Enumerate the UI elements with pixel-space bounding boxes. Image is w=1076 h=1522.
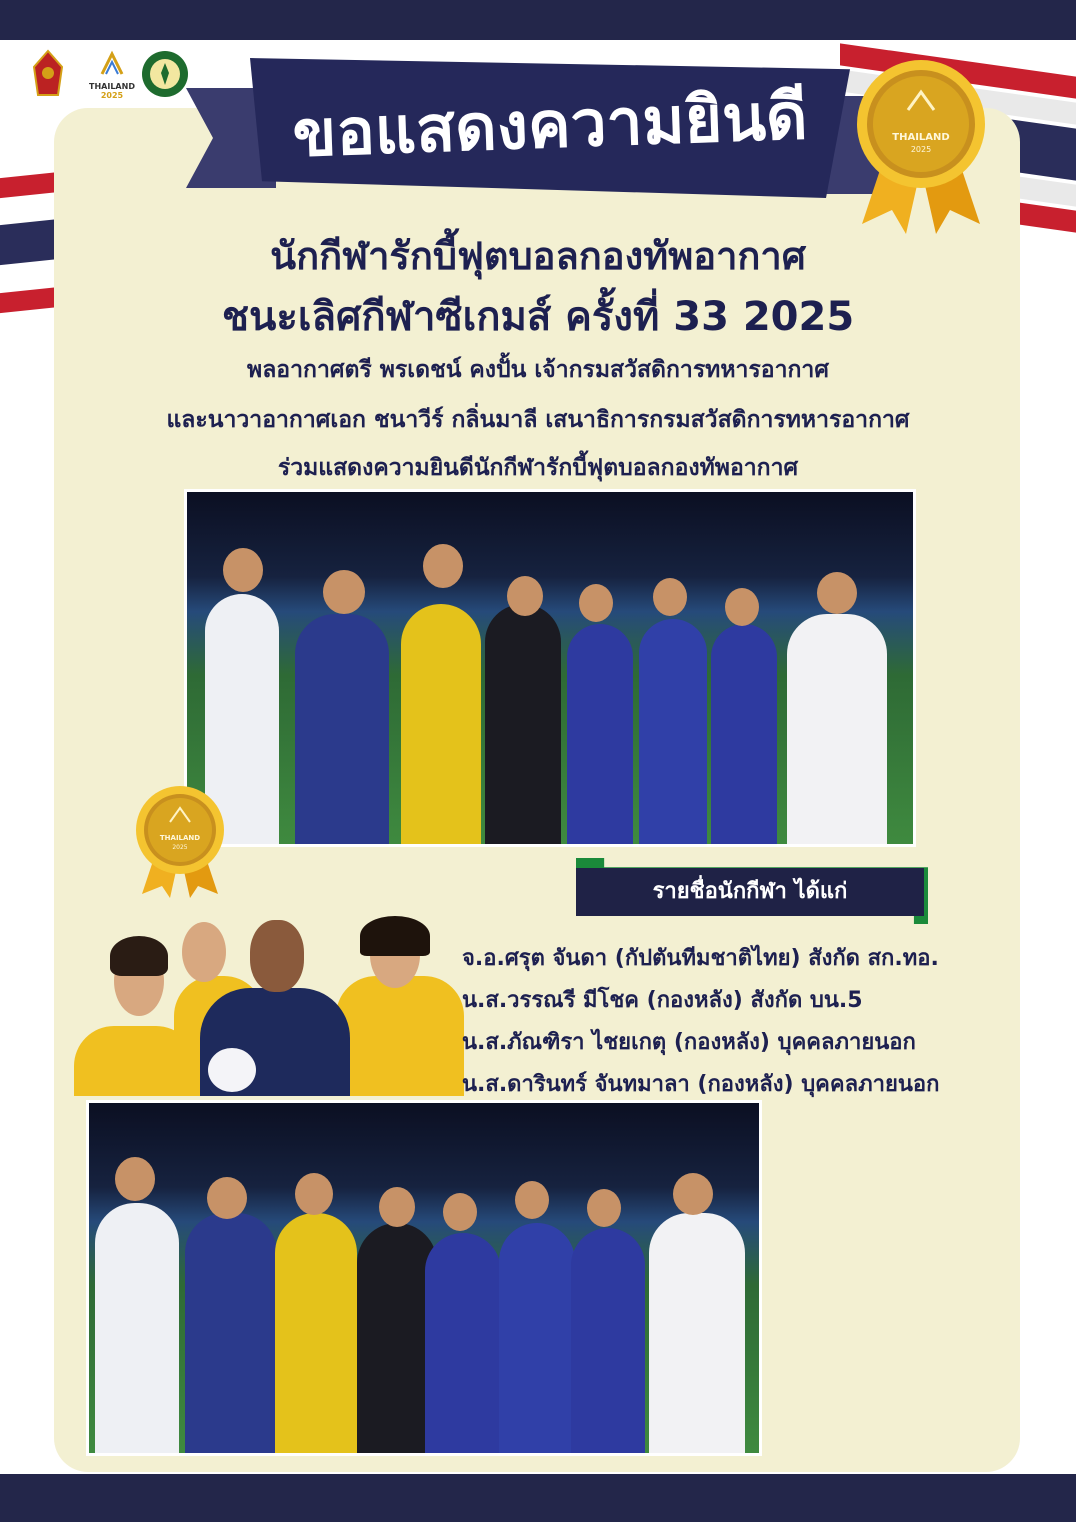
athletes-cutout: [74, 916, 464, 1096]
air-force-welfare-emblem-icon: [140, 49, 190, 99]
games-logo-year: 2025: [100, 91, 124, 100]
headline-line1: นักกีฬารักบี้ฟุตบอลกองทัพอากาศ: [270, 234, 806, 278]
athlete-item: น.ส.วรรณรี มีโชค (กองหลัง) สังกัด บน.5: [462, 988, 863, 1013]
medal-label: THAILAND: [892, 132, 950, 143]
logos: [22, 46, 192, 102]
athlete-item: จ.อ.ศรุต จันดา (กัปตันทีมชาติไทย) สังกัด สก.ทอ.: [462, 946, 939, 971]
medal-small-year: 2025: [172, 844, 188, 851]
games-logo-text: THAILAND: [89, 82, 135, 91]
congrats-line3: ร่วมแสดงความยินดีนักกีฬารักบี้ฟุตบอลกองทัพอากาศ: [277, 455, 799, 481]
medal-year: 2025: [910, 145, 932, 154]
team-photo-bottom: [86, 1100, 762, 1456]
congrats-line1: พลอากาศตรี พรเดชน์ คงปั้น เจ้ากรมสวัสดิการทหารอากาศ: [247, 357, 829, 383]
congrats-line2: และนาวาอากาศเอก ชนาวีร์ กลิ่นมาลี เสนาธิการกรมสวัสดิการทหารอากาศ: [166, 407, 910, 433]
gold-medal-small-icon: [132, 782, 228, 898]
athletes-heading: รายชื่อนักกีฬา ได้แก่: [576, 868, 924, 916]
banner-title: ขอแสดงความยินดี: [291, 80, 809, 172]
medal-small-label: THAILAND: [159, 834, 201, 842]
gold-medal-icon: [848, 48, 994, 234]
top-bar: [0, 0, 1076, 40]
sea-games-logo-icon: [80, 50, 144, 78]
headline-line2: ชนะเลิศกีฬาซีเกมส์ ครั้งที่ 33 2025: [221, 294, 855, 340]
team-photo-top: [184, 489, 916, 847]
institution-emblem-icon: [28, 49, 68, 99]
athlete-item: น.ส.ดารินทร์ จันทมาลา (กองหลัง) บุคคลภายนอก: [462, 1072, 940, 1097]
athlete-item: น.ส.ภัณฑิรา ไชยเกตุ (กองหลัง) บุคคลภายนอก: [462, 1030, 916, 1055]
bottom-bar: [0, 1474, 1076, 1522]
